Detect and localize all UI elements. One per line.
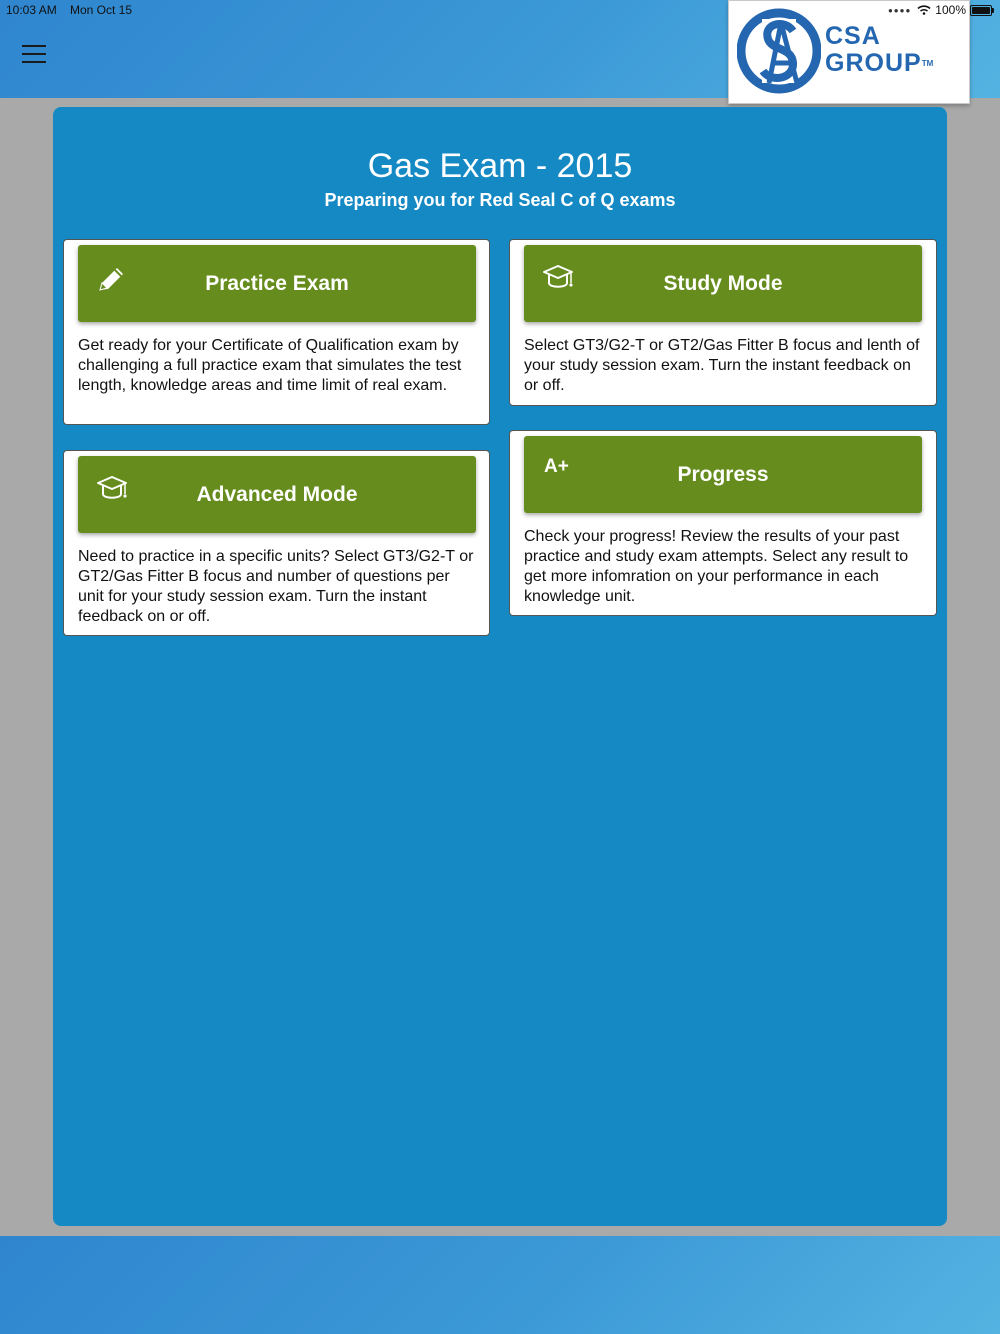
logo-line-1: CSA [825, 22, 881, 50]
study-mode-label: Study Mode [663, 272, 783, 295]
menu-line [22, 45, 46, 47]
study-mode-card[interactable] [509, 239, 937, 406]
logo-text [825, 23, 933, 77]
grade-a-plus-icon: A+ [544, 456, 569, 477]
practice-exam-button[interactable] [78, 245, 476, 322]
progress-card[interactable] [509, 430, 937, 616]
practice-exam-label: Practice Exam [205, 272, 349, 295]
logo-line-2-text: GROUP [825, 49, 922, 77]
study-mode-button[interactable] [524, 245, 922, 322]
battery-percent: 100% [935, 3, 966, 17]
wifi-icon [917, 5, 931, 15]
csa-logo-mark-icon [737, 7, 821, 95]
advanced-mode-description: Need to practice in a specific units? Select GT3/G2-T or GT2/Gas Fitter B focus and number of questions per unit for your study session exam. Turn the instant feedback on or off. [78, 548, 474, 625]
status-right [888, 3, 992, 17]
page-title: Gas Exam - 2015 [367, 147, 633, 185]
battery-icon [970, 5, 992, 16]
advanced-mode-button[interactable] [78, 456, 476, 533]
progress-label: Progress [677, 463, 769, 486]
menu-button[interactable] [18, 38, 50, 70]
status-time: 10:03 AM [6, 3, 57, 17]
study-mode-description: Select GT3/G2-T or GT2/Gas Fitter B focus and lenth of your study session exam. Turn the instant feedback on or off. [524, 337, 920, 394]
progress-description: Check your progress! Review the results of your past practice and study exam attempts. Select any result to get more infomration on your performance in each knowledge unit. [524, 528, 909, 605]
menu-line [22, 61, 46, 63]
menu-line [22, 53, 46, 55]
bottom-bar [0, 1236, 1000, 1334]
status-date: Mon Oct 15 [70, 3, 133, 17]
logo-tm: TM [921, 59, 934, 68]
progress-button[interactable] [524, 436, 922, 513]
advanced-mode-label: Advanced Mode [196, 483, 358, 506]
practice-exam-card[interactable] [63, 239, 490, 425]
main-panel [53, 107, 947, 1226]
page-subtitle: Preparing you for Red Seal C of Q exams [324, 190, 676, 210]
signal-dots-icon: ●●●● [887, 5, 912, 15]
advanced-mode-card[interactable] [63, 450, 490, 636]
logo-line-2 [825, 50, 933, 77]
practice-exam-description: Get ready for your Certificate of Qualification exam by challenging a full practice exam that simulates the test length, knowledge areas and time limit of real exam. [78, 337, 462, 394]
